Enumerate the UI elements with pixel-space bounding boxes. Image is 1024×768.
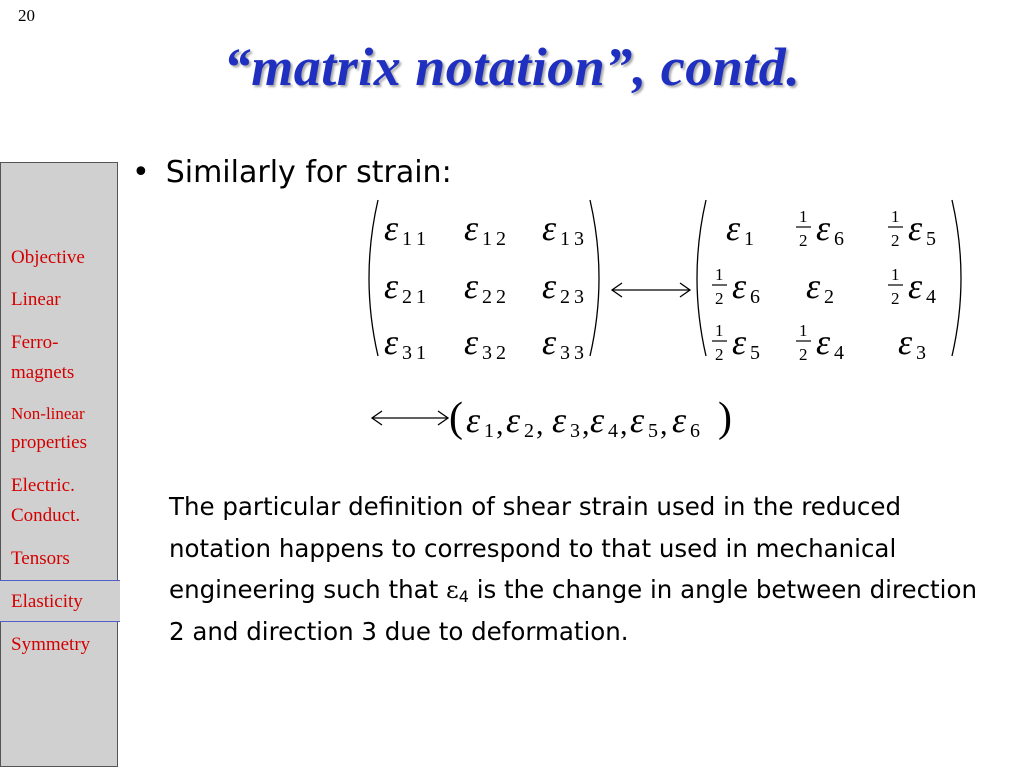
vector-comma: ,: [536, 408, 544, 441]
left-matrix-close-paren: [590, 200, 599, 356]
reduced-matrix-cell-12-symbol: ε: [816, 208, 831, 248]
vector-component-3-symbol: ε: [552, 400, 567, 440]
vector-component-4-symbol: ε: [590, 400, 605, 440]
reduced-matrix-cell-13-fraction-denominator: 2: [891, 231, 900, 250]
vector-component-2-symbol: ε: [506, 400, 521, 440]
epsilon-subscript: 4: [458, 587, 469, 606]
vector-comma: ,: [582, 408, 590, 441]
bullet-text: Similarly for strain:: [165, 155, 452, 190]
reduced-matrix-cell-12-fraction-denominator: 2: [799, 231, 808, 250]
double-arrow-icon: [372, 411, 448, 425]
reduced-matrix-cell-31-fraction-denominator: 2: [715, 345, 724, 364]
nav-item-properties[interactable]: properties: [11, 432, 87, 453]
vector-comma: ,: [496, 408, 504, 441]
reduced-matrix-cell-12-subscript: 6: [834, 228, 844, 250]
paragraph-text-before: The particular definition of shear strain used in the reduced notation happens to correspond to that used in mechanical engineering such that: [169, 492, 902, 604]
reduced-matrix-cell-22-subscript: 2: [824, 286, 834, 308]
nav-item-tensors[interactable]: Tensors: [11, 548, 70, 569]
reduced-matrix-cell-21-fraction-numerator: 1: [715, 265, 724, 284]
full-matrix-cell-23-subscript: 2 3: [560, 286, 585, 308]
explanation-paragraph: [169, 486, 989, 652]
double-arrow-icon: [612, 283, 690, 297]
right-matrix-open-paren: [697, 200, 706, 356]
reduced-matrix-cell-33-symbol: ε: [898, 322, 913, 362]
vector-component-6-symbol: ε: [672, 400, 687, 440]
bullet-dot: •: [132, 155, 150, 190]
full-matrix-cell-22-symbol: ε: [464, 266, 479, 306]
slide-number: 20: [18, 6, 35, 25]
full-matrix-cell-12-subscript: 1 2: [482, 228, 507, 250]
reduced-matrix-cell-13-fraction-numerator: 1: [891, 207, 900, 226]
full-matrix-cell-21-subscript: 2 1: [402, 286, 427, 308]
vector-component-5-subscript: 5: [648, 420, 658, 442]
vector-close-paren: ): [718, 395, 732, 441]
nav-item-nonlinear[interactable]: Non-linear: [11, 404, 85, 423]
nav-item-electric[interactable]: Electric.: [11, 475, 75, 496]
reduced-matrix-cell-12-fraction-numerator: 1: [799, 207, 808, 226]
vector-component-1-subscript: 1: [484, 420, 494, 442]
full-matrix-cell-13-subscript: 1 3: [560, 228, 585, 250]
reduced-matrix-cell-32-symbol: ε: [816, 322, 831, 362]
nav-item-symmetry[interactable]: Symmetry: [11, 634, 91, 655]
vector-component-6-subscript: 6: [690, 420, 700, 442]
reduced-matrix-cell-32-fraction-denominator: 2: [799, 345, 808, 364]
vector-component-1-symbol: ε: [466, 400, 481, 440]
epsilon-symbol: ε: [446, 575, 459, 604]
full-matrix-cell-31-subscript: 3 1: [402, 342, 427, 364]
reduced-matrix-cell-13-symbol: ε: [908, 208, 923, 248]
full-matrix-cell-23-symbol: ε: [542, 266, 557, 306]
reduced-matrix-cell-31-subscript: 5: [750, 342, 760, 364]
reduced-matrix-cell-32-fraction-numerator: 1: [799, 321, 808, 340]
full-matrix-cell-32-subscript: 3 2: [482, 342, 507, 364]
full-matrix-cell-33-subscript: 3 3: [560, 342, 585, 364]
reduced-matrix-cell-23-symbol: ε: [908, 266, 923, 306]
nav-item-elasticity[interactable]: Elasticity: [0, 580, 120, 622]
paragraph-text-after: is the change in angle between direction 2 and direction 3 due to deformation.: [169, 575, 977, 646]
sidebar-nav: [0, 162, 118, 767]
full-matrix-cell-11-subscript: 1 1: [402, 228, 427, 250]
vector-open-paren: (: [449, 395, 463, 441]
full-matrix-cell-12-symbol: ε: [464, 208, 479, 248]
reduced-matrix-cell-23-fraction-denominator: 2: [891, 289, 900, 308]
nav-item-conduct[interactable]: Conduct.: [11, 505, 81, 526]
reduced-matrix-cell-22-symbol: ε: [806, 266, 821, 306]
nav-item-objective[interactable]: Objective: [11, 247, 85, 268]
reduced-matrix-cell-31-symbol: ε: [732, 322, 747, 362]
vector-component-2-subscript: 2: [524, 420, 534, 442]
vector-component-4-subscript: 4: [608, 420, 618, 442]
full-matrix-cell-33-symbol: ε: [542, 322, 557, 362]
full-matrix-cell-11-symbol: ε: [384, 208, 399, 248]
reduced-matrix-cell-23-subscript: 4: [926, 286, 936, 308]
left-matrix-open-paren: [369, 200, 378, 356]
full-matrix-cell-22-subscript: 2 2: [482, 286, 507, 308]
vector-comma: ,: [620, 408, 628, 441]
full-matrix-cell-31-symbol: ε: [384, 322, 399, 362]
reduced-matrix-cell-11-symbol: ε: [726, 208, 741, 248]
reduced-matrix-cell-21-subscript: 6: [750, 286, 760, 308]
nav-item-magnets[interactable]: magnets: [11, 362, 75, 383]
slide-title: “matrix notation”, contd.: [223, 37, 801, 97]
reduced-matrix-cell-32-subscript: 4: [834, 342, 844, 364]
vector-component-3-subscript: 3: [570, 420, 580, 442]
reduced-matrix-cell-21-fraction-denominator: 2: [715, 289, 724, 308]
reduced-matrix-cell-21-symbol: ε: [732, 266, 747, 306]
full-matrix-cell-21-symbol: ε: [384, 266, 399, 306]
reduced-matrix-cell-13-subscript: 5: [926, 228, 936, 250]
full-matrix-cell-13-symbol: ε: [542, 208, 557, 248]
vector-component-5-symbol: ε: [630, 400, 645, 440]
bullet-item: [132, 155, 452, 190]
nav-item-ferro[interactable]: Ferro-: [11, 332, 59, 353]
reduced-matrix-cell-33-subscript: 3: [916, 342, 926, 364]
reduced-matrix-cell-23-fraction-numerator: 1: [891, 265, 900, 284]
full-matrix-cell-32-symbol: ε: [464, 322, 479, 362]
reduced-matrix-cell-31-fraction-numerator: 1: [715, 321, 724, 340]
vector-comma: ,: [660, 408, 668, 441]
nav-item-linear[interactable]: Linear: [11, 289, 61, 310]
right-matrix-close-paren: [952, 200, 961, 356]
reduced-matrix-cell-11-subscript: 1: [744, 228, 754, 250]
